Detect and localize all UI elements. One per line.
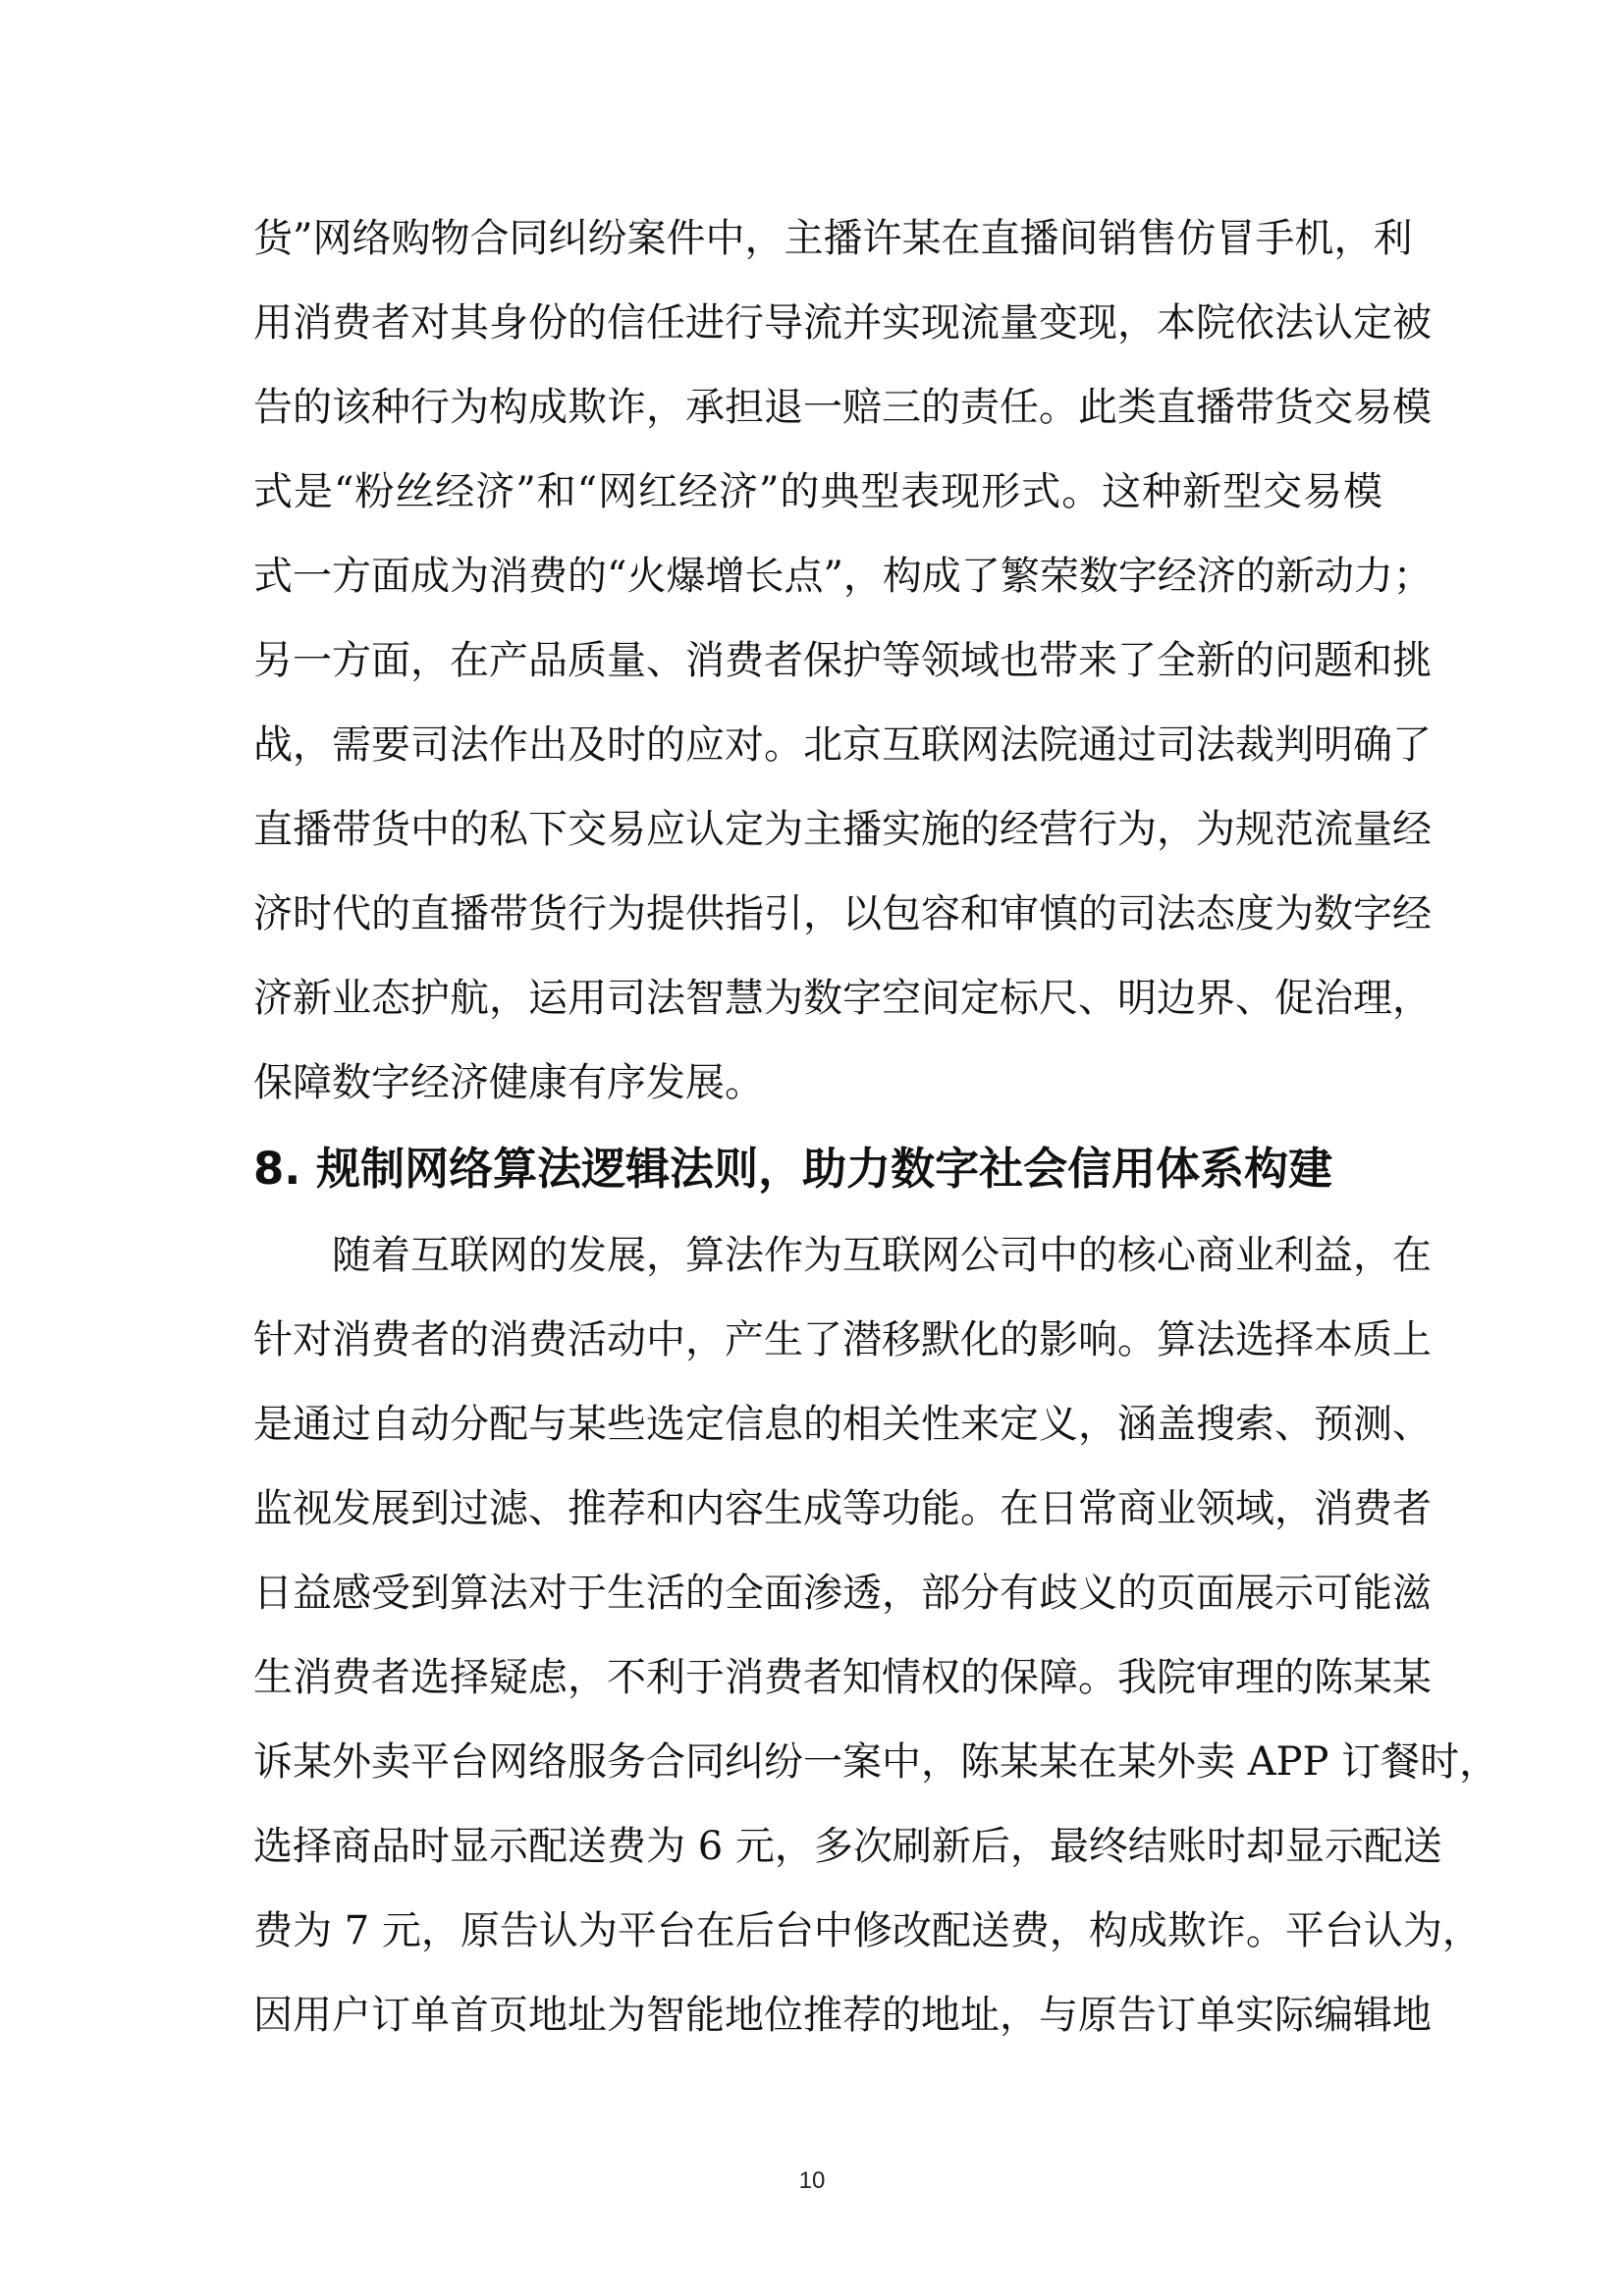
paragraph-line: 式一方面成为消费的“火爆增长点”，构成了繁荣数字经济的新动力；	[253, 554, 1433, 599]
paragraph-line: 选择商品时显示配送费为 6 元，多次刷新后，最终结账时却显示配送	[253, 1824, 1442, 1869]
paragraph-line: 生消费者选择疑虑，不利于消费者知情权的保障。我院审理的陈某某	[253, 1655, 1432, 1700]
paragraph-line: 监视发展到过滤、推荐和内容生成等功能。在日常商业领域，消费者	[253, 1486, 1432, 1531]
paragraph-line: 随着互联网的发展，算法作为互联网公司中的核心商业利益，在	[332, 1233, 1432, 1278]
paragraph-line: 济时代的直播带货行为提供指引，以包容和审慎的司法态度为数字经	[253, 891, 1432, 936]
page-number: 10	[798, 2167, 826, 2194]
paragraph-line: 式是“粉丝经济”和“网红经济”的典型表现形式。这种新型交易模	[253, 469, 1382, 514]
paragraph-line: 费为 7 元，原告认为平台在后台中修改配送费，构成欺诈。平台认为，	[253, 1908, 1482, 1953]
paragraph-line: 济新业态护航，运用司法智慧为数字空间定标尺、明边界、促治理，	[253, 976, 1432, 1021]
section-heading: 8. 规制网络算法逻辑法则，助力数字社会信用体系构建	[253, 1143, 1333, 1195]
paragraph-line: 货”网络购物合同纠纷案件中，主播许某在直播间销售仿冒手机，利	[253, 216, 1413, 261]
paragraph-line: 用消费者对其身份的信任进行导流并实现流量变现，本院依法认定被	[253, 300, 1432, 346]
paragraph-line: 诉某外卖平台网络服务合同纠纷一案中，陈某某在某外卖 APP 订餐时，	[253, 1739, 1499, 1785]
paragraph-line: 直播带货中的私下交易应认定为主播实施的经营行为，为规范流量经	[253, 807, 1432, 852]
paragraph-algorithm	[253, 1213, 1499, 2057]
paragraph-line: 战，需要司法作出及时的应对。北京互联网法院通过司法裁判明确了	[253, 722, 1432, 768]
paragraph-line: 因用户订单首页地址为智能地位推荐的地址，与原告订单实际编辑地	[253, 1993, 1432, 2038]
paragraph-line: 针对消费者的消费活动中，产生了潜移默化的影响。算法选择本质上	[253, 1317, 1432, 1362]
paragraph-line: 是通过自动分配与某些选定信息的相关性来定义，涵盖搜索、预测、	[253, 1402, 1432, 1447]
paragraph-live-streaming	[253, 196, 1433, 1125]
paragraph-line: 保障数字经济健康有序发展。	[253, 1060, 764, 1105]
paragraph-line: 另一方面，在产品质量、消费者保护等领域也带来了全新的问题和挑	[253, 638, 1432, 683]
page-body	[253, 196, 1499, 2057]
paragraph-line: 告的该种行为构成欺诈，承担退一赔三的责任。此类直播带货交易模	[253, 385, 1432, 430]
paragraph-line: 日益感受到算法对于生活的全面渗透，部分有歧义的页面展示可能滋	[253, 1571, 1432, 1616]
